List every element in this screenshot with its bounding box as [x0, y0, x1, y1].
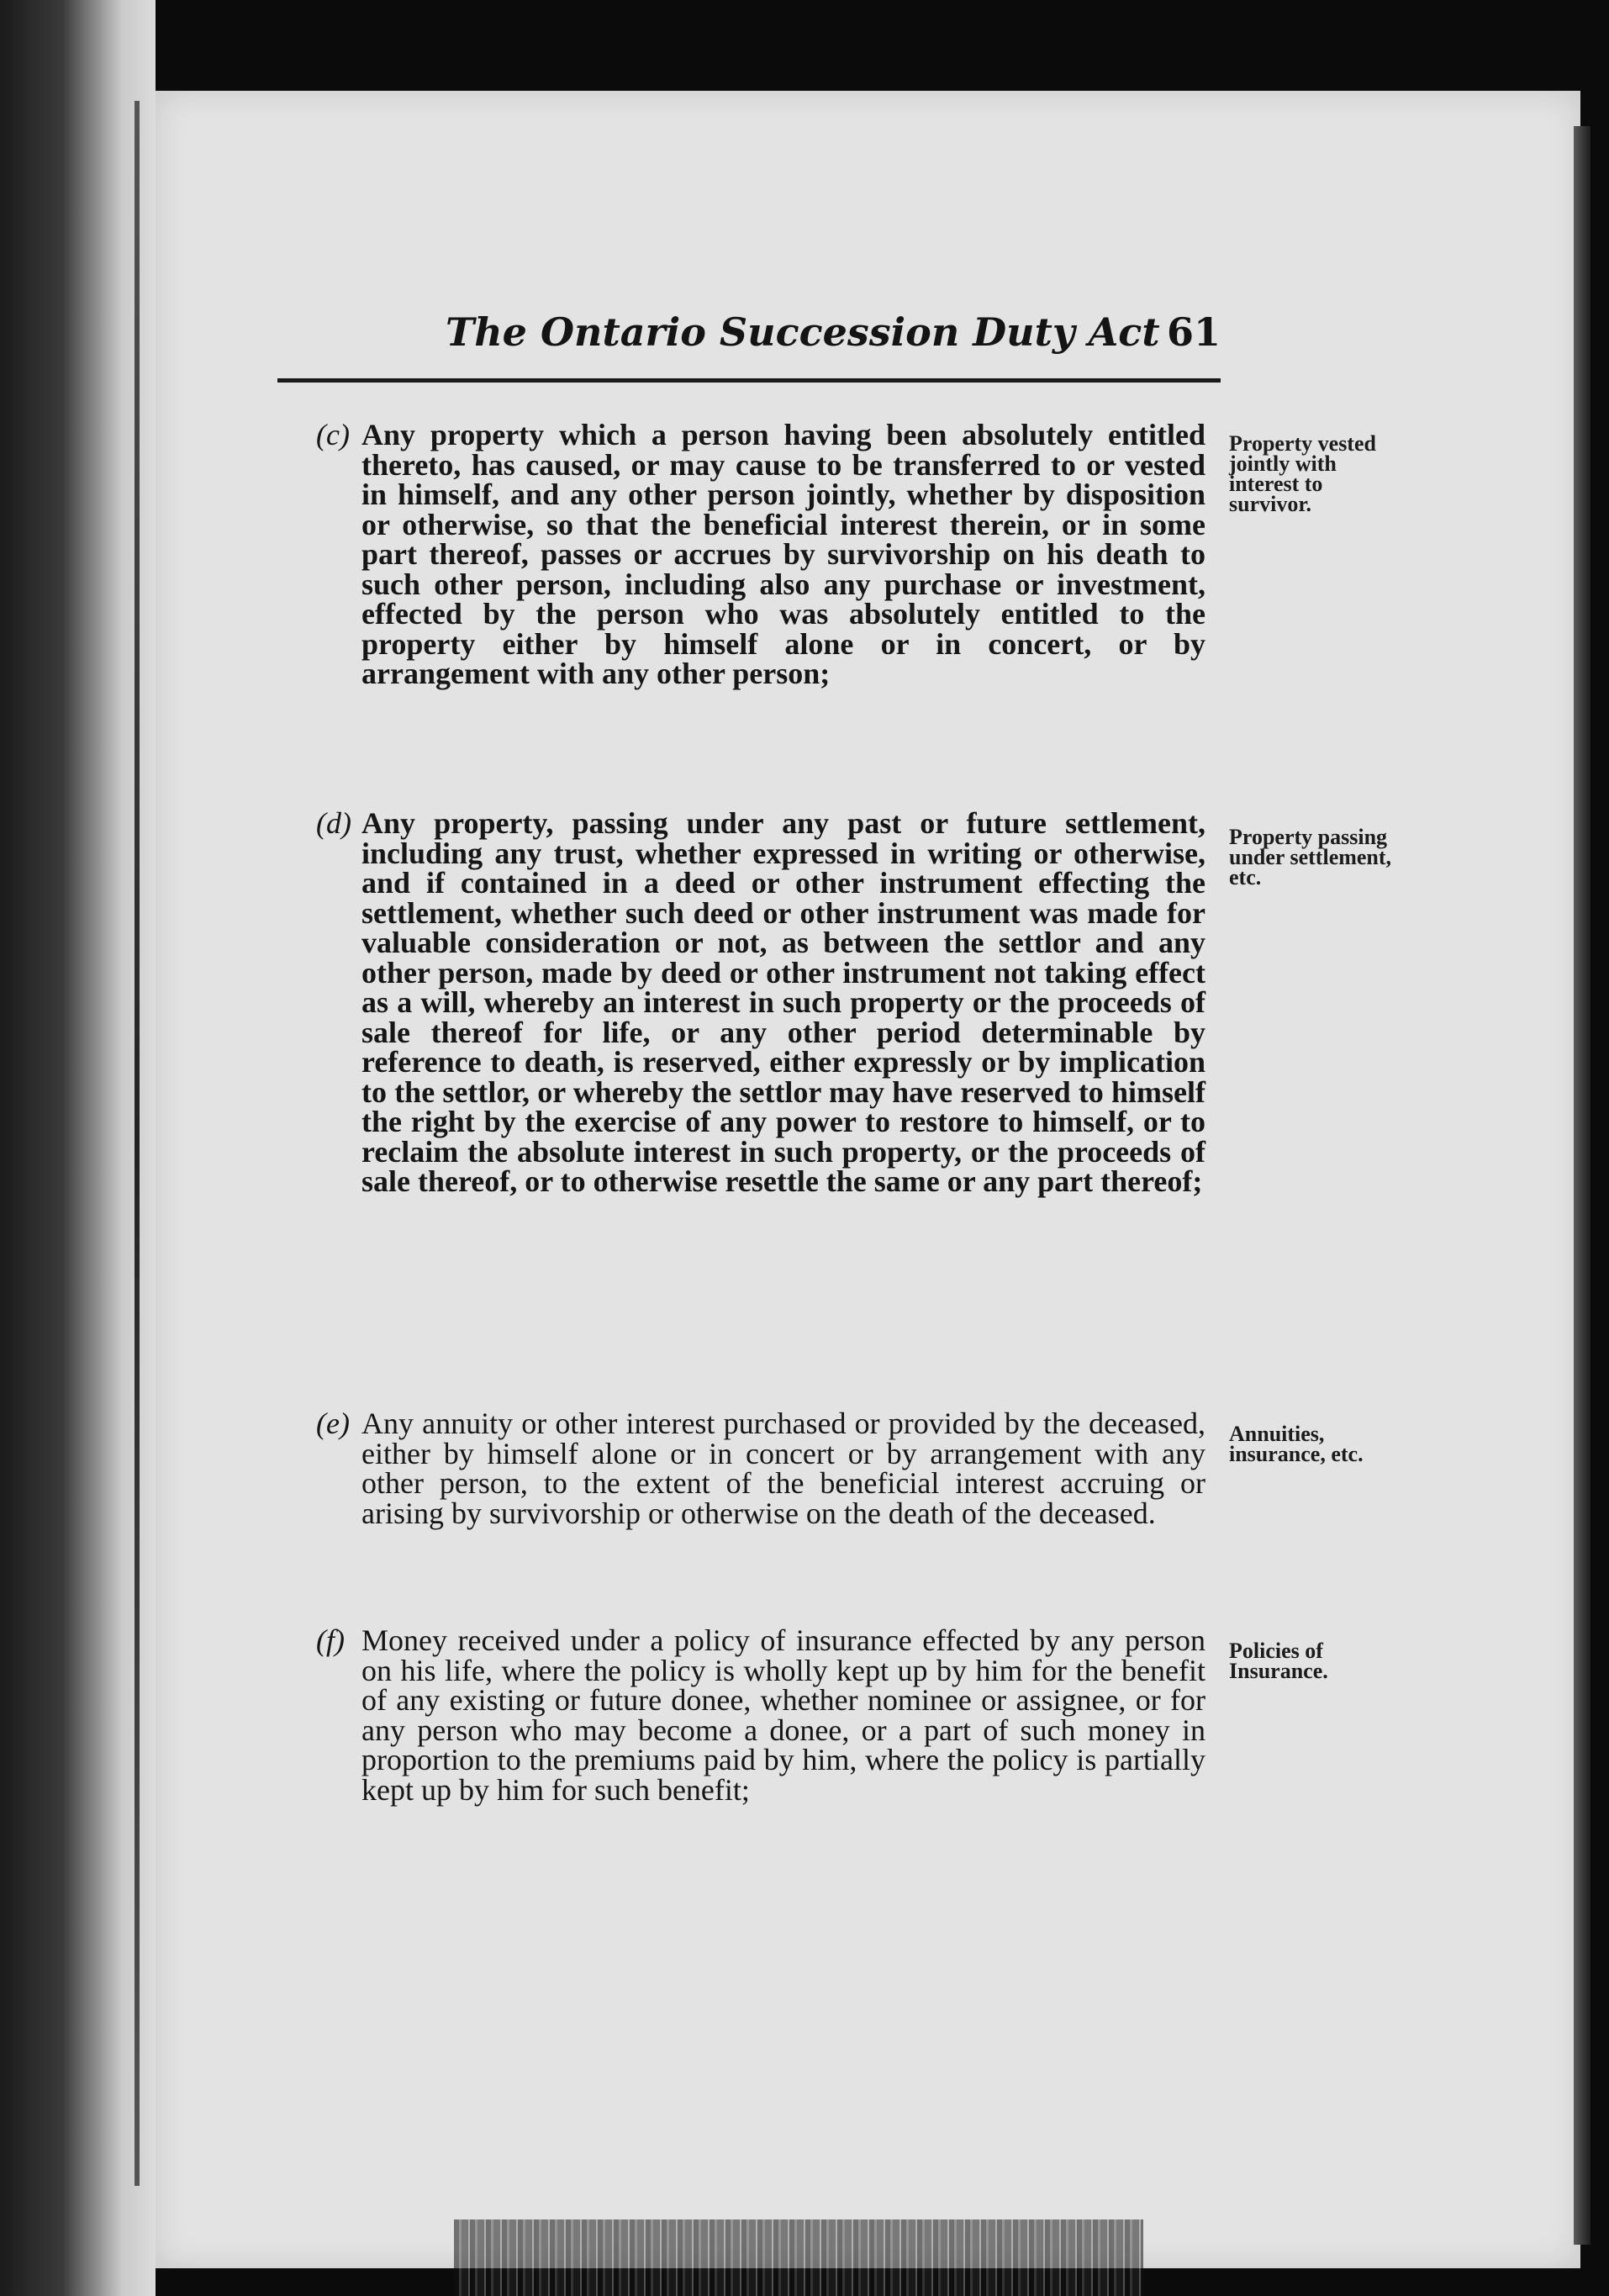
- page-right-edge: [1574, 126, 1591, 2245]
- marginal-note-f: Policies of Insurance.: [1229, 1639, 1328, 1683]
- marginal-note-e: Annuities, insurance, etc.: [1229, 1422, 1364, 1466]
- running-title: The Ontario Succession Duty Act: [446, 309, 1160, 355]
- marginal-note-c: Property vested jointly with interest to survivor.: [1229, 431, 1376, 516]
- clause-text: Any property which a person having been absolutely entitled thereto, has caused, or may cause to be transferred to or vested in himself, and any other person jointly, whether by disposition or otherwise, so that the beneficial interest therein, or in some part thereof, passes or accrues by survivorship on his death to such other person, including also any purchase or investment, effected by the person who was absolutely entitled to the property either by himself alone or in concert, or by arrangement with any other person;: [361, 418, 1205, 690]
- scan-bottom-artifact: [454, 2219, 1143, 2296]
- clause-label: (d): [316, 806, 351, 840]
- clause-label: (c): [316, 418, 350, 451]
- clause-f: [316, 1623, 1205, 1807]
- scan-left-margin: [0, 0, 156, 2296]
- page-header: [277, 309, 1221, 385]
- header-rule: [277, 378, 1221, 383]
- binding-fold: [135, 101, 140, 2186]
- clause-d: [316, 806, 1205, 1198]
- clause-text: Any annuity or other interest purchased or provided by the deceased, either by himself alone or in concert or by arrangement with any other person, to the extent of the beneficial interest accruing or arising by survivorship or otherwise on the death of the deceased.: [361, 1407, 1205, 1530]
- clause-label: (e): [316, 1407, 350, 1440]
- clause-text: Money received under a policy of insurance effected by any person on his life, where the policy is wholly kept up by him for the benefit of any existing or future donee, whether nominee or assignee, or for any person who may become a donee, or a part of such money in proportion to the premiums paid by him, where the policy is partially kept up by him for such benefit;: [361, 1623, 1205, 1807]
- clause-label: (f): [316, 1623, 345, 1657]
- clause-c: [316, 418, 1205, 690]
- clause-e: [316, 1407, 1205, 1530]
- clause-text: Any property, passing under any past or future settlement, including any trust, whether expressed in writing or otherwise, and if contained in a deed or other instrument effecting the settlement, whether such deed or other instrument was made for valuable consideration or not, as between the settlor and any other person, made by deed or other instrument not taking effect as a will, whereby an interest in such property or the proceeds of sale thereof for life, or any other period determinable by reference to death, is reserved, either expressly or by implication to the settlor, or whereby the settlor may have reserved to himself the right by the exercise of any power to restore to himself, or to reclaim the absolute interest in such property, or the proceeds of sale thereof, or to otherwise resettle the same or any part thereof;: [361, 806, 1205, 1198]
- page-number: 61: [1166, 309, 1221, 355]
- marginal-note-d: Property passing under settlement, etc.: [1229, 825, 1392, 889]
